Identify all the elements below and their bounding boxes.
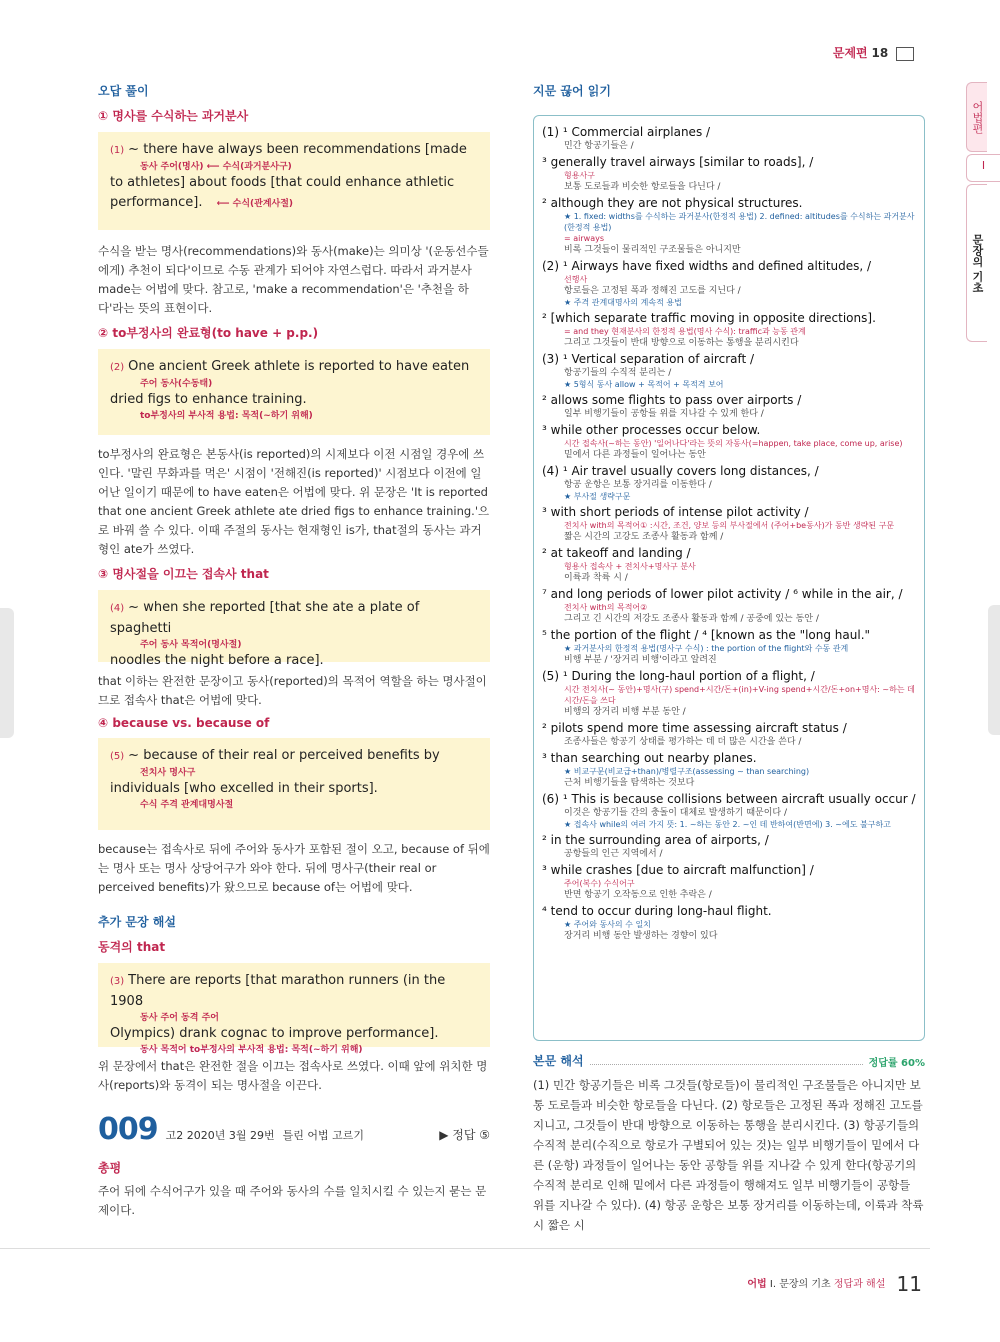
footer-label: 정답과 해설 — [833, 1279, 886, 1290]
extra-line1: There are reports [that marathon runners (in the 1908 — [110, 973, 446, 1009]
reading-line: (5) ¹ During the long-haul portion of a flight, / — [542, 669, 815, 683]
page-footer — [747, 1272, 922, 1296]
extra-subtitle: 동격의 that — [98, 940, 166, 954]
explanation3: that 이하는 완전한 문장이고 동사(reported)의 목적어 역할을 하는 명사절이므로 접속사 that은 어법에 맞다. — [98, 674, 487, 707]
reading-translation: 이륙과 착륙 시 / — [564, 573, 628, 583]
book-icon — [896, 47, 914, 61]
section2-heading: ② to부정사의 완료형(to have + p.p.) — [98, 326, 319, 340]
reading-note: ★ 비교구문(비교급+than)/병렬구조(assessing ~ than searching) — [564, 767, 810, 776]
reading-translation: 보통 도로들과 비슷한 항로들을 다닌다 / — [564, 182, 721, 192]
example1-box — [98, 132, 490, 230]
reading-translation: 일부 비행기들이 공항들 위를 지나갈 수 있게 한다 / — [564, 409, 764, 419]
reading-line: ³ with short periods of intense pilot activity / — [542, 505, 809, 519]
reading-translation: 민간 항공기들은 / — [564, 141, 634, 151]
reading-line: ⁷ and long periods of lower pilot activity / ⁶ while in the air, / — [542, 587, 903, 601]
reading-line: ² at takeoff and landing / — [542, 546, 691, 560]
page-header — [833, 44, 914, 61]
ex4-num: (5) — [110, 751, 125, 762]
ex1-annotation1: 동사 주어(명사) ⟵ 수식(과거분사구) — [140, 162, 292, 172]
reading-translation: 이것은 항공기들 간의 충돌이 대체로 발생하기 때문이다 / — [564, 808, 788, 818]
ex1-line1: ~ there have always been recommendations [made — [128, 142, 467, 157]
chapter-tabs — [966, 82, 1000, 344]
section3-heading: ③ 명사절을 이끄는 접속사 that — [98, 567, 269, 581]
reading-line: ³ while other processes occur below. — [542, 423, 761, 437]
reading-line: ² although they are not physical structures. — [542, 196, 803, 210]
reading-note: = and they 현재분사의 한정적 용법(명사 수식): traffic과 능동 관계 — [564, 327, 806, 336]
reading-translation: 비록 그것들이 물리적인 구조물들은 아니지만 — [564, 245, 741, 255]
reading-translation: 그리고 긴 시간의 저강도 조종사 활동과 함께 / 공중에 있는 동안 / — [564, 614, 819, 624]
ex3-line2: noodles the night before a race]. — [110, 653, 324, 668]
interp-divider — [590, 1064, 863, 1065]
extra-line2: Olympics) drank cognac to improve performance]. — [110, 1026, 439, 1041]
extra-num: (3) — [110, 976, 125, 987]
reading-box — [533, 115, 925, 1041]
ex3-num: (4) — [110, 603, 125, 614]
extra-annotation2: 동사 목적어 to부정사의 부사적 용법: 목적(~하기 위해) — [140, 1045, 363, 1055]
question-number: 009 — [98, 1112, 158, 1147]
reading-line: ² in the surrounding area of airports, / — [542, 833, 769, 847]
example2-box — [98, 349, 490, 435]
reading-note: 주어(복수) 수식어구 — [564, 879, 635, 888]
question-source: 고2 2020년 3월 29번 — [165, 1129, 275, 1142]
left-column — [98, 82, 490, 1095]
reading-translation: 조종사들은 항공기 상태를 평가하는 데 더 많은 시간을 쓴다 / — [564, 737, 802, 747]
header-prefix: 문제편 — [832, 46, 868, 60]
ex4-annotation2: 수식 주격 관계대명사절 — [140, 800, 234, 810]
reading-note: ★ 5형식 동사 allow + 목적어 + 목적격 보어 — [564, 380, 724, 389]
tab-chapter-1[interactable]: I — [966, 154, 1000, 182]
reading-translation: 항공 운항은 보통 장거리를 이동한다 / — [564, 480, 712, 490]
reading-note: ★ 과거분사의 한정적 용법(명사구 수식) : the portion of the flight와 수동 관계 — [564, 644, 849, 653]
reading-translation: 반면 항공기 오작동으로 인한 추락은 / — [564, 890, 712, 900]
ex2-line1: One ancient Greek athlete is reported to have eaten — [128, 359, 470, 374]
ex1-annotation2: ⟵ 수식(관계사절) — [216, 199, 294, 209]
explanation2: to부정사의 완료형은 본동사(is reported)의 시제보다 이전 시점일 경우에 쓰인다. '말린 무화과를 먹은' 시점이 '전해진(is reported)' 시점보다 이전에 일어난 일이기 때문에 to have eaten은 어법에 맞다. 위 문장은 'It is reported that one ancient Greek athlete ate dried figs to enhance training.'으로 바꿔 쓸 수 있다. 이때 주절의 동사는 현재형인 is가, that절의 동사는 과거형인 ate가 쓰였다. — [98, 447, 490, 556]
explanation4: because는 접속사로 뒤에 주어와 동사가 포함된 절이 오고, because of 뒤에는 명사 또는 명사 상당어구가 와야 한다. 뒤에 명사구(their real or perceived benefits)가 왔으므로 because of는 어법에 맞다. — [98, 842, 490, 894]
section1-heading: ① 명사를 수식하는 과거분사 — [98, 109, 249, 123]
reading-note: ★ 주격 관계대명사의 계속적 용법 — [564, 298, 682, 307]
question-type: 틀린 어법 고르기 — [282, 1129, 364, 1142]
reading-line: (2) ¹ Airways have fixed widths and defined altitudes, / — [542, 259, 872, 273]
reading-translation: 짧은 시간의 고강도 조종사 활동과 함께 / — [564, 532, 724, 542]
ex2-annotation1: 주어 동사(수동태) — [140, 379, 213, 389]
tab-sentence-basics[interactable]: 문장의 기초 — [966, 184, 987, 342]
question-answer: ▶ 정답 ⑤ — [439, 1128, 490, 1142]
reading-note: 전치사 with의 목적어① :시간, 조건, 양보 등의 부사절에서 (주어+be동사)가 동반 생략된 구문 — [564, 521, 895, 530]
interp-title: 본문 해석 — [533, 1054, 584, 1068]
reading-note: 형용사구 — [564, 171, 595, 180]
right-page-handle[interactable] — [988, 605, 1000, 735]
reading-line: (6) ¹ This is because collisions between aircraft usually occur / — [542, 792, 916, 806]
tab-grammar[interactable]: 어법편 — [966, 82, 987, 152]
reading-note: ★ 주어와 동사의 수 일치 — [564, 920, 651, 929]
reading-note: 시간 전치사(~ 동안)+명사(구) spend+시간/돈+(in)+V-ing spend+시간/돈+on+명사: ~하는 데 시간/돈을 쓰다 — [564, 685, 915, 705]
page-number: 11 — [896, 1272, 922, 1296]
ex4-line1: ~ because of their real or perceived benefits by — [128, 748, 440, 763]
reading-note: ★ 부사절 생략구문 — [564, 492, 631, 501]
footer-section: 어법 — [747, 1279, 767, 1290]
reading-translation: 밑에서 다른 과정들이 일어나는 동안 — [564, 450, 706, 460]
example3-box — [98, 590, 490, 668]
footer-divider — [0, 1248, 930, 1249]
reading-note: ★ 1. fixed: widths를 수식하는 과거분사(한정적 용법) 2. defined: altitudes를 수식하는 과거분사(한정적 용법) — [564, 212, 915, 232]
overall-desc: 주어 뒤에 수식어구가 있을 때 주어와 동사의 수를 일치시킬 수 있는지 묻는 문제이다. — [98, 1184, 487, 1217]
reading-line: ² pilots spend more time assessing aircraft status / — [542, 721, 847, 735]
header-page: 18 — [871, 46, 889, 60]
reading-line: (4) ¹ Air travel usually covers long distances, / — [542, 464, 819, 478]
reading-translation: 장거리 비행 동안 발생하는 경향이 있다 — [564, 931, 718, 941]
reading-line: ³ while crashes [due to aircraft malfunction] / — [542, 863, 814, 877]
extra-example-box — [98, 963, 490, 1055]
accuracy-rate: 정답률 60% — [868, 1058, 925, 1069]
right-column — [533, 82, 925, 1041]
ex2-annotation2: to부정사의 부사적 용법: 목적(~하기 위해) — [140, 411, 313, 421]
ex1-line2: to athletes] about foods [that could enhance athletic — [110, 175, 455, 190]
reading-line: ⁴ tend to occur during long-haul flight. — [542, 904, 772, 918]
reading-line: ² [which separate traffic moving in opposite directions]. — [542, 311, 876, 325]
extra-title: 추가 문장 해설 — [98, 915, 176, 929]
extra-annotation1: 동사 주어 동격 주어 — [140, 1013, 219, 1023]
ex1-line3: performance]. — [110, 195, 203, 210]
reading-translation: 비행 부분 / '장거리 비행'이라고 알려진 — [564, 655, 717, 665]
example4-box — [98, 738, 490, 830]
reading-translation: 그리고 그것들이 반대 방향으로 이동하는 통행을 분리시킨다 — [564, 338, 799, 348]
ex2-num: (2) — [110, 362, 125, 373]
ex4-line2: individuals [who excelled in their sports]. — [110, 781, 378, 796]
footer-chapter: I. 문장의 기초 — [769, 1279, 831, 1290]
reading-line: ³ than searching out nearby planes. — [542, 751, 757, 765]
interpretation — [533, 1052, 925, 1235]
extra-explanation: 위 문장에서 that은 완전한 절을 이끄는 접속사로 쓰였다. 이때 앞에 위치한 명사(reports)와 동격이 되는 명사절을 이끈다. — [98, 1059, 488, 1092]
reading-line: ⁵ the portion of the flight / ⁴ [known as the "long haul." — [542, 628, 871, 642]
reading-line: (1) ¹ Commercial airplanes / — [542, 125, 711, 139]
ex3-line1: ~ when she reported [that she ate a plate of spaghetti — [110, 600, 420, 636]
reading-translation: 항로들은 고정된 폭과 정해진 고도를 지닌다 / — [564, 286, 741, 296]
reading-note: 시간 접속사(~하는 동안) '일어나다'라는 뜻의 자동사(=happen, take place, come up, arise) — [564, 439, 903, 448]
reading-note: ★ 접속사 while의 여러 가지 뜻: 1. ~하는 동안 2. ~인 데 반하여(반면에) 3. ~에도 불구하고 — [564, 820, 891, 829]
reading-note: 형용사 접속사 + 전치사+명사구 분사 — [564, 562, 696, 571]
wrong-answer-title: 오답 풀이 — [98, 84, 149, 98]
reading-note: 전치사 with의 목적어② — [564, 603, 648, 612]
reading-translation: 항공기들의 수직적 분리는 / — [564, 368, 672, 378]
question-009 — [98, 1112, 490, 1220]
reading-translation: 공항들의 인근 지역에서 / — [564, 849, 663, 859]
reading-translation: 근처 비행기들을 탐색하는 것보다 — [564, 778, 695, 788]
ex3-annotation1: 주어 동사 목적어(명사절) — [140, 640, 242, 650]
explanation1: 수식을 받는 명사(recommendations)와 동사(make)는 의미상 '(운동선수들에게) 추천이 되다'이므로 수동 관계가 되어야 자연스럽다. 따라서 과거분사 made는 어법에 맞다. 참고로, 'make a recommendation'은 '추천을 하다'라는 뜻의 표현이다. — [98, 244, 489, 315]
ex1-num: (1) — [110, 145, 125, 156]
reading-translation: 비행의 장거리 비행 부분 동안 / — [564, 707, 686, 717]
reading-line: ³ generally travel airways [similar to roads], / — [542, 155, 814, 169]
reading-title: 지문 끊어 읽기 — [533, 84, 611, 98]
reading-line: (3) ¹ Vertical separation of aircraft / — [542, 352, 755, 366]
ex2-line2: dried figs to enhance training. — [110, 392, 307, 407]
overall-heading: 총평 — [98, 1161, 122, 1175]
reading-line: ² allows some flights to pass over airports / — [542, 393, 802, 407]
reading-note: 선행사 — [564, 275, 588, 284]
reading-note: = airways — [564, 234, 605, 243]
interp-text: (1) 민간 항공기들은 비록 그것들(항로들)이 물리적인 구조물들은 아니지만 보통 도로들과 비슷한 항로들을 다닌다. (2) 항로들은 고정된 폭과 정해진 고도를 지니고, 그것들이 반대 방향으로 이동하는 통행을 분리시킨다. (3) 항공기들의 수직적 분리(수직으로 항로가 구별되어 있는 것)는 일부 비행기들이 밑에서 다른 (운항) 과정들이 일어나는 동안 공항들 위를 지나갈 수 있게 한다(항공기의 수직적 분리로 인해 밑에서 다른 과정들이 행해져도 일부 비행기들이 공항들 위를 지나갈 수 있다). (4) 항공 운항은 보통 장거리를 이동하는데, 이륙과 착륙 시 짧은 시 — [533, 1078, 924, 1232]
ex4-annotation1: 전치사 명사구 — [140, 768, 196, 778]
section4-heading: ④ because vs. because of — [98, 716, 270, 730]
left-page-handle[interactable] — [0, 608, 14, 738]
